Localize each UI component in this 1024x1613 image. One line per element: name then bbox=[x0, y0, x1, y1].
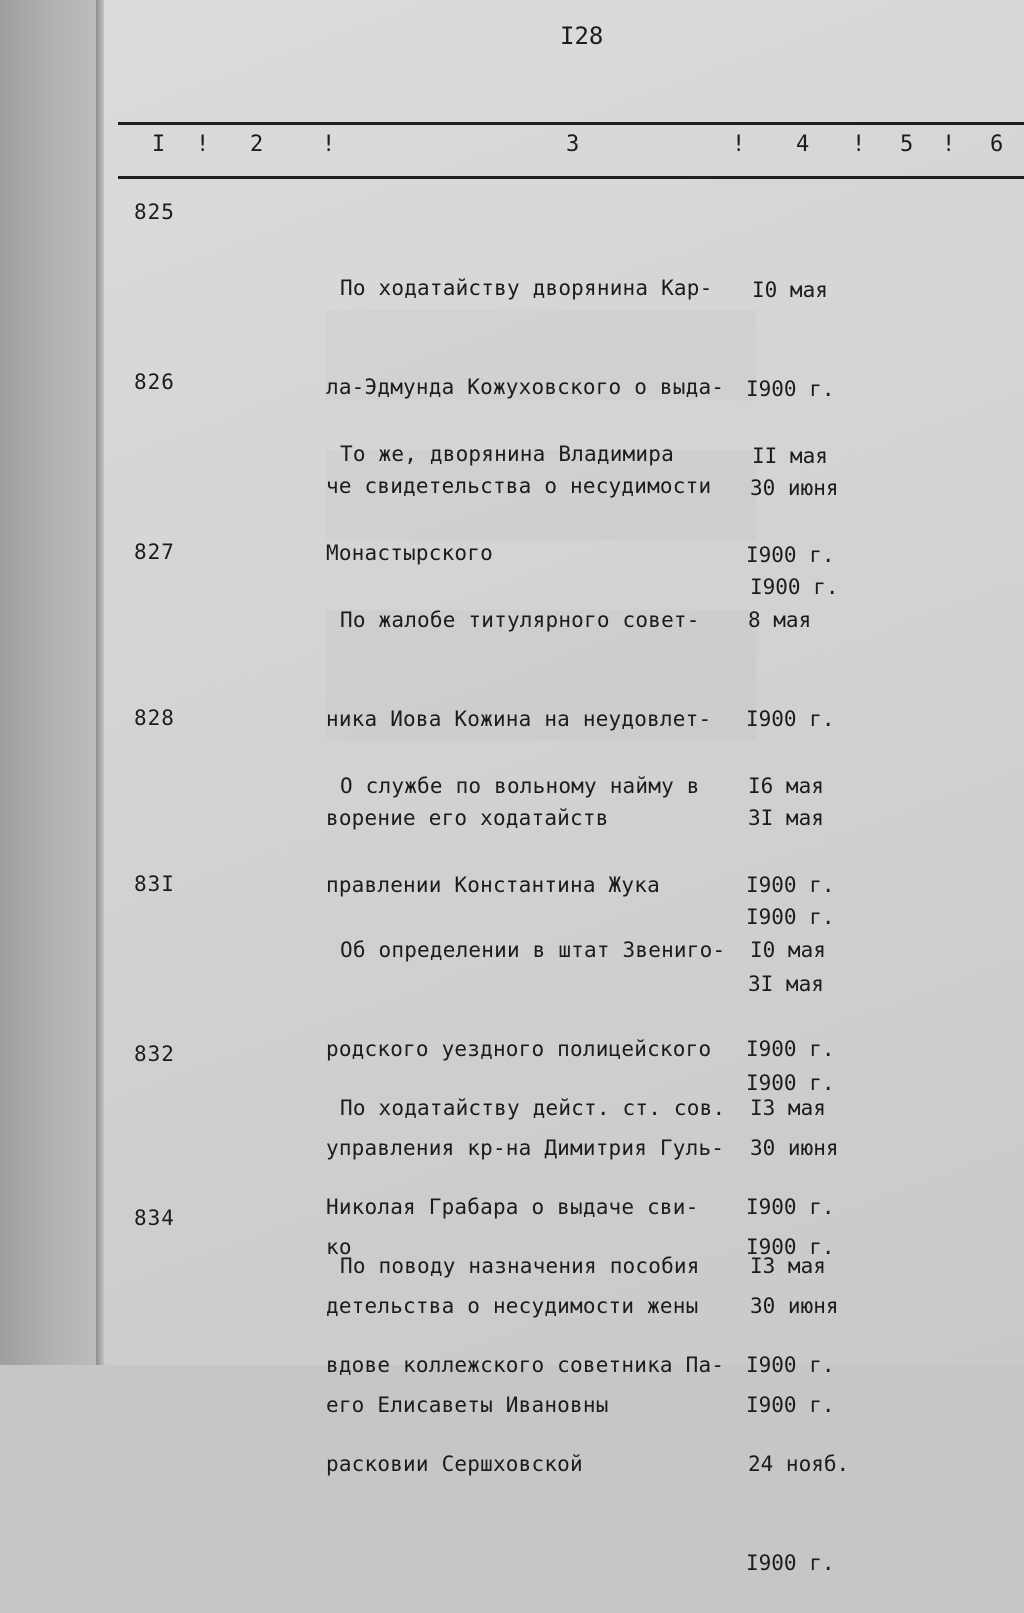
facing-page-edge bbox=[0, 0, 100, 1365]
date-line: I0 мая bbox=[750, 938, 826, 962]
entry-line: че свидетельства о несудимости bbox=[326, 474, 712, 498]
entry-line: родского уездного полицейского bbox=[326, 1037, 712, 1061]
table-top-rule bbox=[118, 122, 1024, 125]
entry-line: расковии Сершховской bbox=[326, 1452, 583, 1476]
date-line: 8 мая bbox=[748, 608, 812, 632]
date-line: I900 г. bbox=[746, 905, 835, 929]
entry-line: вдове коллежского советника Па- bbox=[326, 1353, 725, 1377]
entry-number: 827 bbox=[134, 540, 175, 564]
date-line: II мая bbox=[752, 444, 828, 468]
date-line: I0 мая bbox=[752, 278, 828, 302]
entry-number: 828 bbox=[134, 706, 175, 730]
date-line: I900 г. bbox=[746, 543, 835, 567]
date-line: I6 мая bbox=[748, 774, 824, 798]
table-header-rule bbox=[118, 176, 1024, 179]
date-line: I3 мая bbox=[750, 1254, 826, 1278]
date-line: I900 г. bbox=[746, 873, 835, 897]
column-header-1: I bbox=[152, 132, 166, 157]
entry-line: его Елисаветы Ивановны bbox=[326, 1393, 609, 1417]
date-line: I900 г. bbox=[746, 1353, 835, 1377]
entry-line: детельства о несудимости жены bbox=[326, 1294, 699, 1318]
entry-number: 825 bbox=[134, 200, 175, 224]
date-line: I3 мая bbox=[750, 1096, 826, 1120]
entry-line: Об определении в штат Звениго- bbox=[340, 938, 726, 962]
entry-line: По жалобе титулярного совет- bbox=[340, 608, 700, 632]
date-line: I900 г. bbox=[746, 707, 835, 731]
date-line: I900 г. bbox=[750, 575, 839, 599]
column-separator: ! bbox=[196, 132, 210, 157]
column-separator: ! bbox=[732, 132, 746, 157]
column-header-5: 5 bbox=[900, 132, 914, 157]
date-line: 30 июня bbox=[750, 1294, 839, 1318]
entry-dates bbox=[746, 1184, 866, 1613]
column-header-4: 4 bbox=[796, 132, 810, 157]
date-line: I900 г. bbox=[746, 1393, 835, 1417]
entry-line: ко bbox=[326, 1235, 352, 1259]
entry-line: ворение его ходатайств bbox=[326, 806, 609, 830]
entry-line: ника Иова Кожина на неудовлет- bbox=[326, 707, 712, 731]
entry-line: По поводу назначения пособия bbox=[340, 1254, 700, 1278]
page-number: I28 bbox=[560, 22, 604, 50]
entry-line: управления кр-на Димитрия Гуль- bbox=[326, 1136, 725, 1160]
entry-line: Монастырского bbox=[326, 541, 493, 565]
date-line: I900 г. bbox=[746, 1551, 835, 1575]
entry-number: 83I bbox=[134, 872, 175, 896]
date-line: I900 г. bbox=[746, 377, 835, 401]
date-line: I900 г. bbox=[746, 1235, 835, 1259]
entry-line: ла-Эдмунда Кожуховского о выда- bbox=[326, 375, 725, 399]
date-line: I900 г. bbox=[746, 1071, 835, 1095]
entry-line: По ходатайству дворянина Кар- bbox=[340, 276, 713, 300]
entry-line: Николая Грабара о выдаче сви- bbox=[326, 1195, 699, 1219]
date-line: I900 г. bbox=[746, 1037, 835, 1061]
entry-description bbox=[326, 1184, 756, 1514]
date-line: 3I мая bbox=[748, 806, 824, 830]
entry-line: По ходатайству дейст. ст. сов. bbox=[340, 1096, 726, 1120]
column-header-3: 3 bbox=[566, 132, 580, 157]
entry-number: 832 bbox=[134, 1042, 175, 1066]
date-line: 3I мая bbox=[748, 972, 824, 996]
column-separator: ! bbox=[322, 132, 336, 157]
column-header-6: 6 bbox=[990, 132, 1004, 157]
column-header-2: 2 bbox=[250, 132, 264, 157]
date-line: 30 июня bbox=[750, 476, 839, 500]
column-separator: ! bbox=[942, 132, 956, 157]
date-line: 24 нояб. bbox=[748, 1452, 850, 1476]
entry-line: То же, дворянина Владимира bbox=[340, 442, 674, 466]
column-separator: ! bbox=[852, 132, 866, 157]
date-line: I900 г. bbox=[746, 1195, 835, 1219]
entry-number: 834 bbox=[134, 1206, 175, 1230]
entry-line: правлении Константина Жука bbox=[326, 873, 660, 897]
date-line: 30 июня bbox=[750, 1136, 839, 1160]
entry-line: О службе по вольному найму в bbox=[340, 774, 700, 798]
entry-number: 826 bbox=[134, 370, 175, 394]
